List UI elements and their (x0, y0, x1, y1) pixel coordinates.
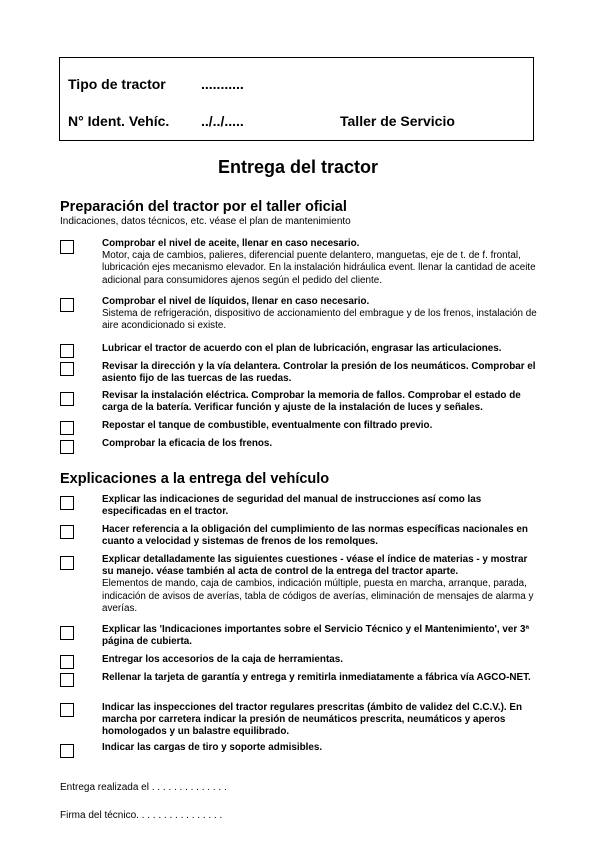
checkbox[interactable] (60, 525, 74, 539)
entrega-realizada-field: Entrega realizada el . . . . . . . . . . . . . . (60, 782, 227, 793)
page-title: Entrega del tractor (217, 157, 379, 177)
checkbox[interactable] (60, 392, 74, 406)
checklist-item-text (102, 343, 540, 355)
checklist-item-text (102, 654, 540, 666)
section-preparacion-title: Preparación del tractor por el taller oficial (60, 199, 347, 215)
checklist-item-text (102, 554, 540, 615)
checkbox[interactable] (60, 556, 74, 570)
checklist-item-bold: Revisar la dirección y la vía delantera. Controlar la presión de los neumáticos. Comprobar el asiento fijo de las tuercas de las ruedas. (102, 361, 536, 385)
checkbox[interactable] (60, 240, 74, 254)
checklist-item-bold: Lubricar el tractor de acuerdo con el plan de lubricación, engrasar las articulaciones. (102, 343, 502, 354)
checklist-item-bold: Comprobar la eficacia de los frenos. (102, 438, 273, 449)
checklist-item-text (102, 361, 540, 385)
checkbox[interactable] (60, 626, 74, 640)
checklist-item-detail: Elementos de mando, caja de cambios, indicación múltiple, puesta en marcha, arranque, parada, indicación de avisos de averías, tabla de códigos de averías, eliminación de mensajes de alarma y averías. (102, 578, 534, 614)
tipo-tractor-label: Tipo de tractor (68, 76, 166, 92)
tipo-tractor-value: ........... (201, 76, 244, 92)
checklist-item-text (102, 420, 540, 432)
checklist-item-bold: Repostar el tanque de combustible, eventualmente con filtrado previo. (102, 420, 433, 431)
checkbox[interactable] (60, 703, 74, 717)
ident-vehic-value: ../../..... (201, 113, 244, 129)
checklist-item-text (102, 390, 540, 414)
checklist-item-text (102, 296, 540, 333)
checklist-item-bold: Explicar detalladamente las siguientes cuestiones - véase el índice de materias - y mostrar su manejo. véase también al acta de control de la entrega del tractor aparte. (102, 554, 528, 578)
checklist-item-detail: Sistema de refrigeración, dispositivo de accionamiento del embrague y de los frenos, instalación de aire acondicionado si existe. (102, 308, 537, 332)
checklist-item-text (102, 238, 540, 287)
checklist-item-text (102, 742, 540, 754)
checkbox[interactable] (60, 496, 74, 510)
checklist-item-bold: Entregar los accesorios de la caja de herramientas. (102, 654, 343, 665)
checkbox[interactable] (60, 344, 74, 358)
checklist-item-text (102, 702, 540, 739)
section-preparacion-subtitle: Indicaciones, datos técnicos, etc. véase el plan de mantenimiento (60, 216, 351, 227)
checkbox[interactable] (60, 298, 74, 312)
checklist-item-bold: Explicar las 'Indicaciones importantes sobre el Servicio Técnico y el Mantenimiento', ver 3ª página de cubierta. (102, 624, 530, 648)
ident-vehic-label: N° Ident. Vehíc. (68, 113, 170, 129)
checkbox[interactable] (60, 421, 74, 435)
section-explicaciones-title: Explicaciones a la entrega del vehículo (60, 471, 330, 487)
taller-servicio-label: Taller de Servicio (340, 113, 455, 129)
checkbox[interactable] (60, 744, 74, 758)
checkbox[interactable] (60, 440, 74, 454)
checklist-item-text (102, 524, 540, 548)
checklist-item-bold: Hacer referencia a la obligación del cumplimiento de las normas específicas nacionales en cuanto a velocidad y sistemas de frenos de los remolques. (102, 524, 528, 548)
checkbox[interactable] (60, 362, 74, 376)
checklist-item-bold: Comprobar el nivel de aceite, llenar en caso necesario. (102, 238, 360, 249)
checkbox[interactable] (60, 655, 74, 669)
checklist-item-detail: Motor, caja de cambios, palieres, diferencial puente delantero, manguetas, eje de t. de f. frontal, lubricación ejes mecanismo elevador. En la instalación hidráulica event. llenar la cantidad de aceite adicional para consumidores ajenos según el pedido del cliente. (102, 250, 536, 286)
firma-tecnico-field: Firma del técnico. . . . . . . . . . . . . . . . (60, 810, 223, 821)
checklist-item-text (102, 624, 540, 648)
checkbox[interactable] (60, 673, 74, 687)
checklist-item-text (102, 438, 540, 450)
checklist-item-bold: Indicar las inspecciones del tractor regulares prescritas (ámbito de validez del C.C.V.). En marcha por carretera indicar la presión de neumáticos prescrita, neumáticos y aperos homologados y un balastre equilibrado. (102, 702, 523, 738)
checklist-item-text (102, 672, 540, 684)
checklist-item-bold: Explicar las indicaciones de seguridad del manual de instrucciones así como las especificadas en el tractor. (102, 494, 482, 518)
checklist-item-bold: Comprobar el nivel de líquidos, llenar en caso necesario. (102, 296, 370, 307)
checklist-item-text (102, 494, 540, 518)
checklist-item-bold: Indicar las cargas de tiro y soporte admisibles. (102, 742, 323, 753)
checklist-item-bold: Rellenar la tarjeta de garantía y entrega y remitirla inmediatamente a fábrica vía AGCO-NET. (102, 672, 531, 683)
checklist-item-bold: Revisar la instalación eléctrica. Comprobar la memoria de fallos. Comprobar el estado de carga de la batería. Verificar función y ajuste de la instalación de luces y señales. (102, 390, 521, 414)
